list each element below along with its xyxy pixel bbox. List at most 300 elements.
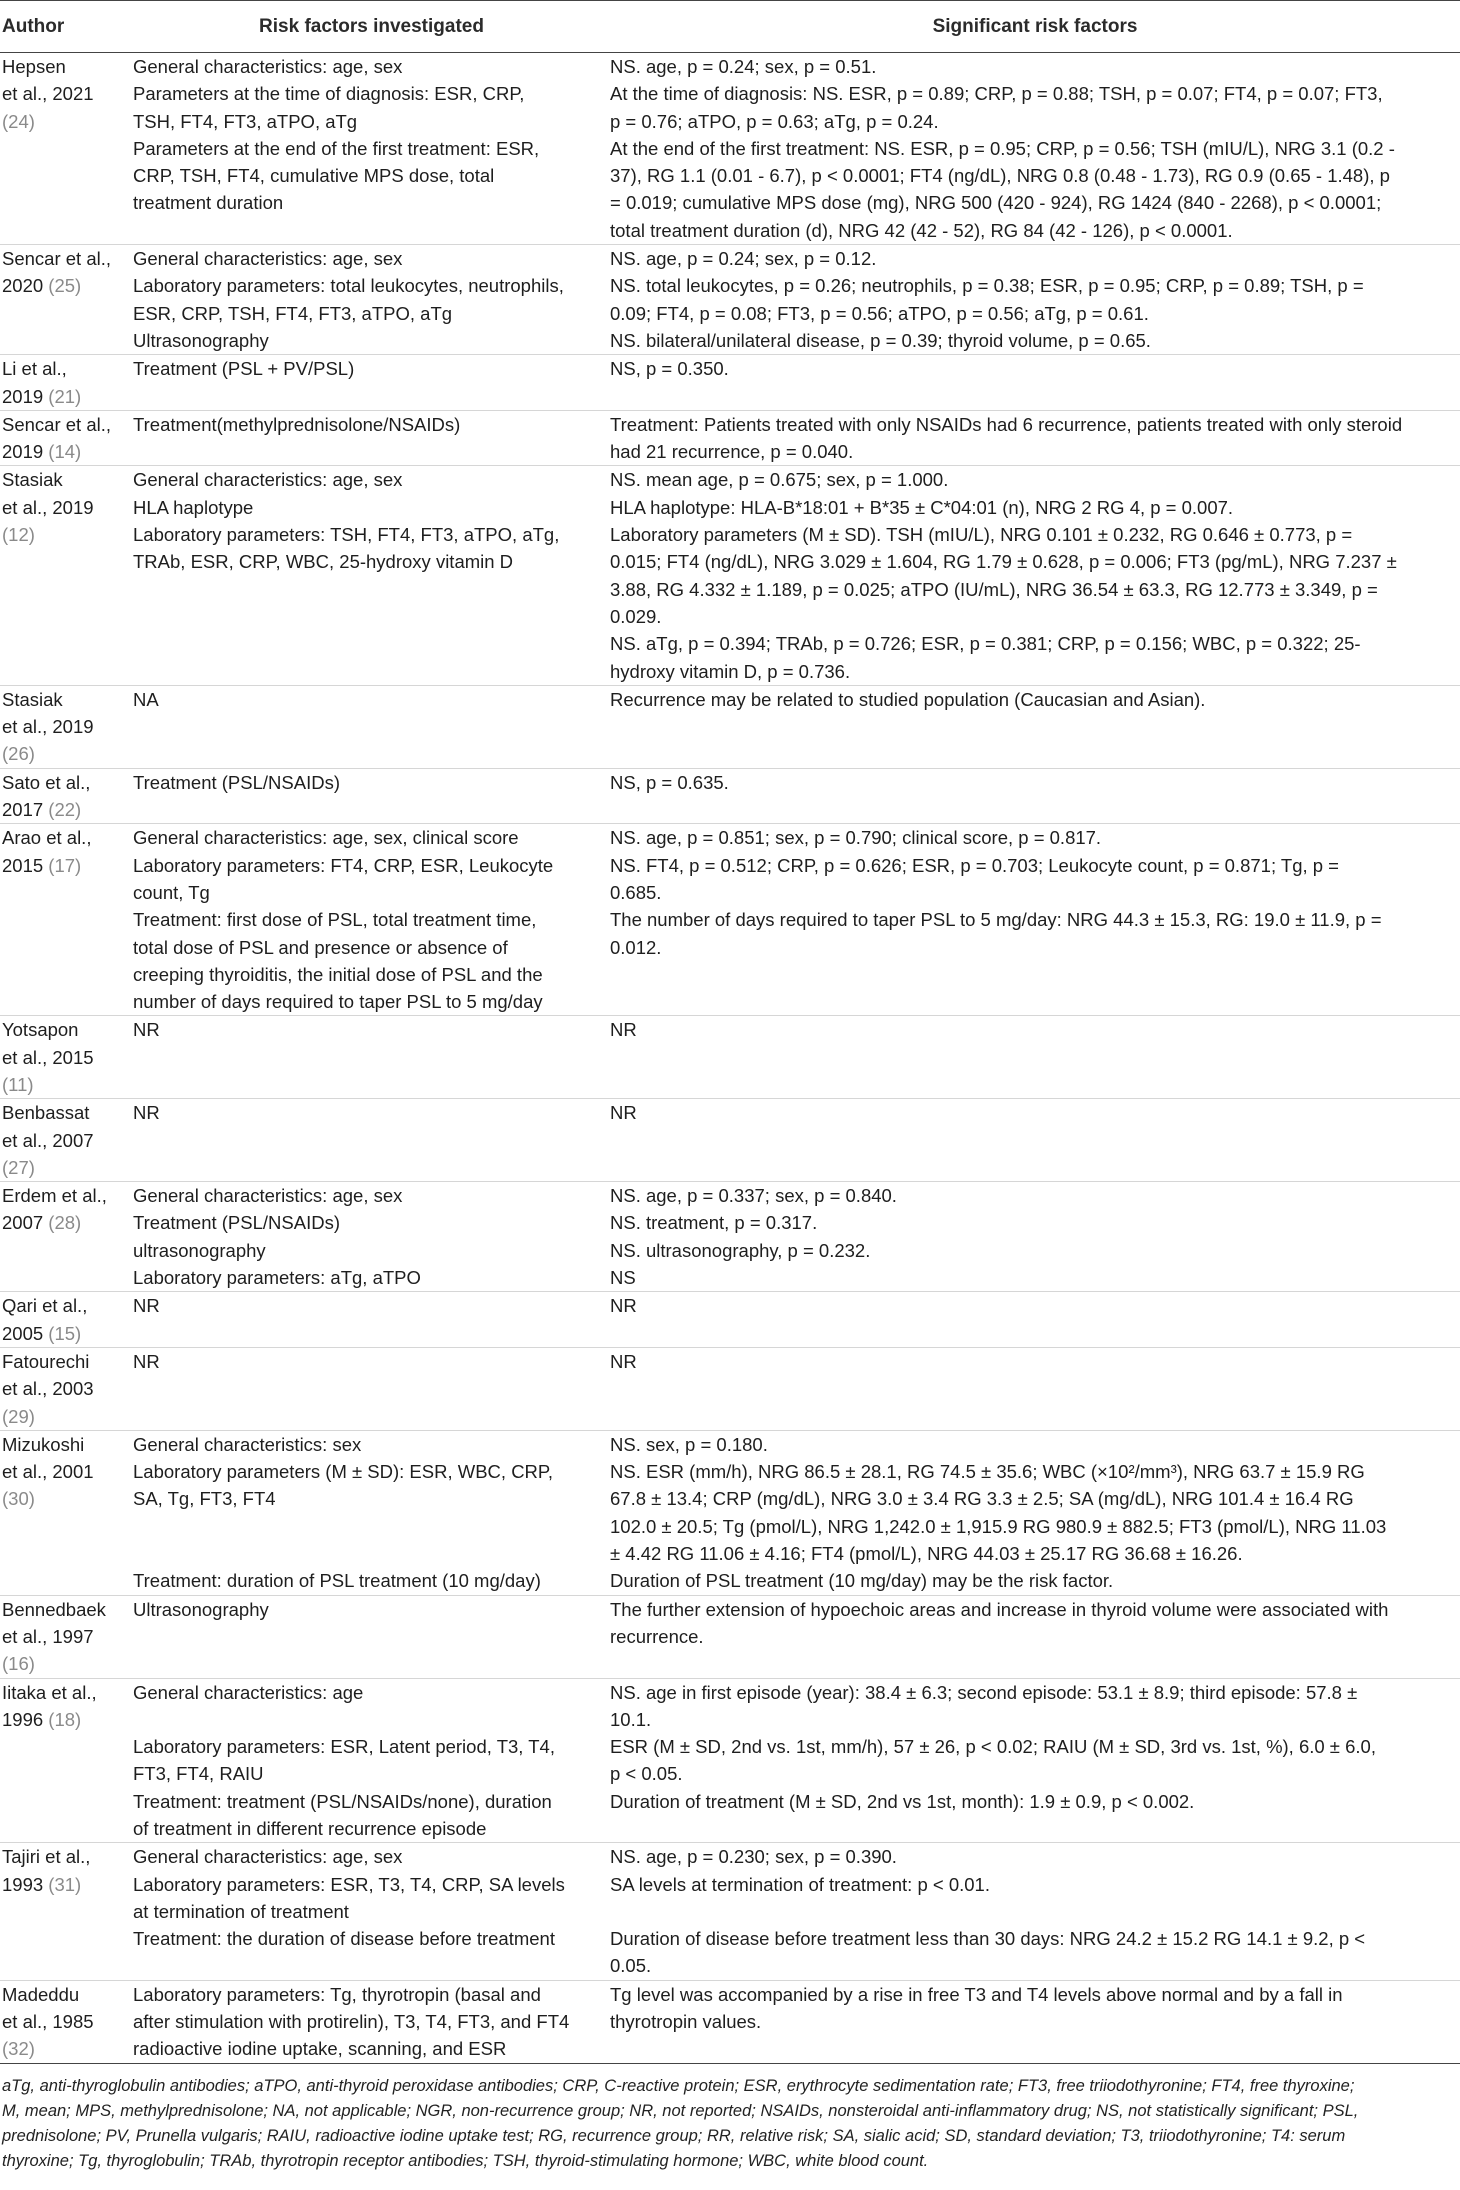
- risk-factor-cell: [133, 272, 610, 327]
- text-line: Laboratory parameters: ESR, T3, T4, CRP, SA levels: [133, 1873, 565, 1895]
- text-line: of treatment in different recurrence episode: [133, 1818, 487, 1839]
- risk-factor-cell: [133, 53, 610, 81]
- table-row: [0, 272, 1460, 327]
- text-line: recurrence.: [610, 1625, 704, 1647]
- author-line: Arao et al.,: [2, 827, 92, 849]
- text-line: Laboratory parameters: aTg, aTPO: [133, 1267, 421, 1289]
- table-row: [0, 1733, 1460, 1788]
- reference-link[interactable]: (14): [48, 441, 82, 463]
- text-line: General characteristics: age: [133, 1681, 364, 1703]
- significant-factor-cell: [610, 1733, 1460, 1788]
- significant-factor-cell: [610, 1843, 1460, 1871]
- text-line: NR: [133, 1295, 160, 1317]
- reference-link[interactable]: (32): [2, 2038, 35, 2060]
- text-line: number of days required to taper PSL to 5 mg/day: [133, 991, 543, 1013]
- author-cell: [0, 355, 133, 411]
- text-line: Parameters at the end of the first treatment: ESR,: [133, 137, 540, 159]
- author-line: et al., 2021: [2, 83, 94, 105]
- author-line: Madeddu: [2, 1983, 80, 2005]
- author-line: Tajiri et al.,: [2, 1846, 91, 1868]
- significant-factor-cell: [610, 53, 1460, 81]
- table-row: [0, 1347, 1460, 1430]
- reference-link[interactable]: (25): [48, 275, 82, 297]
- author-line: et al., 1985: [2, 2011, 94, 2033]
- header-risk-factors: Risk factors investigated: [133, 1, 610, 53]
- significant-factor-cell: [610, 1016, 1460, 1099]
- text-line: NS. age in first episode (year): 38.4 ± 6.3; second episode: 53.1 ± 8.9; third episode: 57.8 ±: [610, 1681, 1358, 1703]
- text-line: Duration of treatment (M ± SD, 2nd vs 1st, month): 1.9 ± 0.9, p < 0.002.: [610, 1790, 1195, 1812]
- text-line: 10.1.: [610, 1708, 652, 1730]
- risk-factor-cell: [133, 1016, 610, 1099]
- risk-factor-cell: [133, 1678, 610, 1733]
- author-cell: [0, 824, 133, 1016]
- author-line: [2, 1403, 129, 1430]
- author-line: [2, 740, 129, 767]
- significant-factor-cell: [610, 1209, 1460, 1236]
- text-line: NS. ESR (mm/h), NRG 86.5 ± 28.1, RG 74.5 ± 35.6; WBC (×10²/mm³), NRG 63.7 ± 15.9 RG: [610, 1461, 1365, 1483]
- text-line: Treatment(methylprednisolone/NSAIDs): [133, 413, 461, 435]
- text-line: Laboratory parameters (M ± SD): ESR, WBC, CRP,: [133, 1461, 554, 1483]
- text-line: total dose of PSL and presence or absence of: [133, 936, 508, 958]
- text-line: had 21 recurrence, p = 0.040.: [610, 441, 854, 463]
- text-line: NS. sex, p = 0.180.: [610, 1433, 768, 1455]
- risk-factor-cell: [133, 1292, 610, 1348]
- text-line: Treatment: Patients treated with only NSAIDs had 6 recurrence, patients treated with only steroid: [610, 413, 1403, 435]
- significant-factor-cell: [610, 685, 1460, 768]
- text-line: General characteristics: age, sex: [133, 248, 403, 270]
- table-row: [0, 1099, 1460, 1182]
- significant-factor-cell: [610, 1788, 1460, 1843]
- risk-factor-cell: [133, 1347, 610, 1430]
- significant-factor-cell: [610, 1347, 1460, 1430]
- text-line: NA: [133, 688, 159, 710]
- risk-factor-cell: [133, 1237, 610, 1264]
- text-line: p = 0.76; aTPO, p = 0.63; aTg, p = 0.24.: [610, 110, 939, 132]
- text-line: Treatment (PSL/NSAIDs): [133, 1212, 340, 1234]
- text-line: FT3, FT4, RAIU: [133, 1763, 264, 1785]
- author-line: 2015 (17): [2, 854, 82, 876]
- text-line: General characteristics: sex: [133, 1433, 362, 1455]
- text-line: The further extension of hypoechoic areas and increase in thyroid volume were associated with: [610, 1598, 1389, 1620]
- footnote-line: M, mean; MPS, methylprednisolone; NA, not applicable; NGR, non-recurrence group; NR, not reported; NSAIDs, nonsteroidal anti-inflammatory drug; NS, not statistically significant; PSL,: [2, 2101, 1359, 2120]
- reference-link[interactable]: (30): [2, 1488, 35, 1510]
- author-line: [2, 1154, 129, 1181]
- author-line: et al., 2015: [2, 1046, 94, 1068]
- table-row: [0, 852, 1460, 907]
- risk-factor-cell: [133, 1430, 610, 1458]
- text-line: Duration of PSL treatment (10 mg/day) may be the risk factor.: [610, 1570, 1114, 1592]
- author-line: [2, 1485, 129, 1512]
- text-line: SA levels at termination of treatment: p < 0.01.: [610, 1873, 990, 1895]
- text-line: NR: [610, 1295, 637, 1317]
- text-line: NS. bilateral/unilateral disease, p = 0.39; thyroid volume, p = 0.65.: [610, 329, 1151, 351]
- text-line: NS. mean age, p = 0.675; sex, p = 1.000.: [610, 469, 949, 491]
- text-line: NS. age, p = 0.337; sex, p = 0.840.: [610, 1185, 897, 1207]
- author-line: et al., 2019: [2, 716, 94, 738]
- significant-factor-cell: [610, 80, 1460, 135]
- text-line: Ultrasonography: [133, 329, 269, 351]
- text-line: Laboratory parameters: ESR, Latent period, T3, T4,: [133, 1736, 555, 1758]
- reference-link[interactable]: (27): [2, 1156, 35, 1178]
- reference-link[interactable]: (17): [48, 854, 82, 876]
- text-line: HLA haplotype: [133, 496, 254, 518]
- author-cell: [0, 768, 133, 824]
- text-line: Treatment: the duration of disease before treatment: [133, 1928, 555, 1950]
- text-line: 0.012.: [610, 936, 662, 958]
- text-line: Tg level was accompanied by a rise in free T3 and T4 levels above normal and by a fall in: [610, 1983, 1343, 2005]
- text-line: NR: [610, 1019, 637, 1041]
- table-row: [0, 1925, 1460, 1980]
- table-row: [0, 1871, 1460, 1926]
- table-row: [0, 1430, 1460, 1458]
- significant-factor-cell: [610, 466, 1460, 494]
- text-line: At the end of the first treatment: NS. ESR, p = 0.95; CRP, p = 0.56; TSH (mIU/L), NRG 3.1 (0.2 -: [610, 137, 1395, 159]
- reference-link[interactable]: (12): [2, 524, 35, 546]
- reference-link[interactable]: (21): [48, 385, 82, 407]
- risk-factor-cell: [133, 768, 610, 824]
- text-line: General characteristics: age, sex: [133, 1185, 403, 1207]
- reference-link[interactable]: (26): [2, 743, 35, 765]
- risk-factor-cell: [133, 466, 610, 494]
- risk-factor-cell: [133, 135, 610, 245]
- text-line: 0.09; FT4, p = 0.08; FT3, p = 0.56; aTPO, p = 0.56; aTg, p = 0.61.: [610, 302, 1149, 324]
- significant-factor-cell: [610, 1980, 1460, 2063]
- significant-factor-cell: [610, 1430, 1460, 1458]
- author-line: 1993 (31): [2, 1873, 82, 1895]
- author-cell: [0, 466, 133, 685]
- text-line: 0.029.: [610, 605, 662, 627]
- author-line: Stasiak: [2, 469, 63, 491]
- table-row: [0, 1980, 1460, 2063]
- risk-factor-cell: [133, 355, 610, 411]
- text-line: ultrasonography: [133, 1239, 266, 1261]
- author-line: 2005 (15): [2, 1322, 82, 1344]
- author-cell: [0, 53, 133, 245]
- text-line: NR: [610, 1102, 637, 1124]
- risk-factor-cell: [133, 1871, 610, 1926]
- text-line: NS. total leukocytes, p = 0.26; neutrophils, p = 0.38; ESR, p = 0.95; CRP, p = 0.89; TSH, p =: [610, 275, 1364, 297]
- header-significant: Significant risk factors: [610, 1, 1460, 53]
- text-line: at termination of treatment: [133, 1900, 349, 1922]
- text-line: Ultrasonography: [133, 1598, 269, 1620]
- table-body: [0, 53, 1460, 2064]
- risk-factor-cell: [133, 1209, 610, 1236]
- reference-link[interactable]: (24): [2, 110, 35, 132]
- text-line: NS, p = 0.635.: [610, 771, 729, 793]
- text-line: hydroxy vitamin D, p = 0.736.: [610, 660, 851, 682]
- significant-factor-cell: [610, 1871, 1460, 1926]
- author-line: [2, 108, 129, 135]
- text-line: radioactive iodine uptake, scanning, and ESR: [133, 2038, 507, 2060]
- text-line: NS. age, p = 0.24; sex, p = 0.12.: [610, 248, 877, 270]
- author-cell: [0, 1843, 133, 1980]
- risk-factor-cell: [133, 1843, 610, 1871]
- significant-factor-cell: [610, 1595, 1460, 1678]
- text-line: 102.0 ± 20.5; Tg (pmol/L), NRG 1,242.0 ± 1,915.9 RG 980.9 ± 882.5; FT3 (pmol/L), NRG 11.03: [610, 1515, 1387, 1537]
- text-line: NS. ultrasonography, p = 0.232.: [610, 1239, 871, 1261]
- table-row: [0, 327, 1460, 355]
- text-line: General characteristics: age, sex: [133, 56, 403, 77]
- author-line: 2019 (21): [2, 385, 82, 407]
- author-line: Iitaka et al.,: [2, 1681, 97, 1703]
- significant-factor-cell: [610, 852, 1460, 907]
- text-line: Laboratory parameters: FT4, CRP, ESR, Leukocyte: [133, 854, 554, 876]
- reference-link[interactable]: (11): [2, 1073, 34, 1095]
- table-row: [0, 1016, 1460, 1099]
- risk-factor-cell: [133, 1595, 610, 1678]
- text-line: count, Tg: [133, 881, 210, 903]
- significant-factor-cell: [610, 1458, 1460, 1567]
- text-line: CRP, TSH, FT4, cumulative MPS dose, total: [133, 165, 495, 187]
- text-line: Duration of disease before treatment less than 30 days: NRG 24.2 ± 15.2 RG 14.1 ± 9.2, p <: [610, 1928, 1366, 1950]
- table-row: [0, 355, 1460, 411]
- text-line: 0.685.: [610, 881, 662, 903]
- risk-factor-cell: [133, 1182, 610, 1210]
- risk-factor-cell: [133, 824, 610, 852]
- text-line: Treatment (PSL + PV/PSL): [133, 358, 355, 380]
- table-row: [0, 685, 1460, 768]
- author-line: Erdem et al.,: [2, 1185, 107, 1207]
- author-line: Sato et al.,: [2, 771, 91, 793]
- risk-factor-cell: [133, 1099, 610, 1182]
- risk-factor-cell: [133, 1925, 610, 1980]
- table-header-row: [0, 1, 1460, 53]
- author-line: 2017 (22): [2, 799, 82, 821]
- author-line: 2007 (28): [2, 1212, 82, 1234]
- author-line: et al., 2007: [2, 1129, 94, 1151]
- risk-factor-cell: [133, 1264, 610, 1292]
- text-line: p < 0.05.: [610, 1763, 683, 1785]
- text-line: NR: [133, 1102, 160, 1124]
- text-line: The number of days required to taper PSL to 5 mg/day: NRG 44.3 ± 15.3, RG: 19.0 ± 11.9, p =: [610, 909, 1382, 931]
- text-line: NR: [133, 1019, 160, 1041]
- author-line: 1996 (18): [2, 1708, 82, 1730]
- author-cell: [0, 1099, 133, 1182]
- risk-factor-cell: [133, 1567, 610, 1595]
- text-line: SA, Tg, FT3, FT4: [133, 1488, 276, 1510]
- significant-factor-cell: [610, 1237, 1460, 1264]
- text-line: NS, p = 0.350.: [610, 358, 729, 380]
- significant-factor-cell: [610, 521, 1460, 685]
- text-line: after stimulation with protirelin), T3, T4, FT3, and FT4: [133, 2011, 570, 2033]
- table-row: [0, 80, 1460, 135]
- text-line: ESR, CRP, TSH, FT4, FT3, aTPO, aTg: [133, 302, 453, 324]
- text-line: TSH, FT4, FT3, aTPO, aTg: [133, 110, 358, 132]
- table-row: [0, 466, 1460, 494]
- table-row: [0, 521, 1460, 685]
- text-line: NS. age, p = 0.230; sex, p = 0.390.: [610, 1846, 897, 1868]
- significant-factor-cell: [610, 1292, 1460, 1348]
- reference-link[interactable]: (31): [48, 1873, 82, 1895]
- risk-factor-cell: [133, 245, 610, 273]
- table-row: [0, 1567, 1460, 1595]
- risk-factor-cell: [133, 1458, 610, 1567]
- reference-link[interactable]: (18): [48, 1708, 82, 1730]
- author-line: et al., 2019: [2, 496, 94, 518]
- text-line: 67.8 ± 13.4; CRP (mg/dL), NRG 3.0 ± 3.4 RG 3.3 ± 2.5; SA (mg/dL), NRG 101.4 ± 16.4 RG: [610, 1488, 1354, 1510]
- risk-factor-cell: [133, 521, 610, 685]
- risk-factor-cell: [133, 685, 610, 768]
- significant-factor-cell: [610, 768, 1460, 824]
- significant-factor-cell: [610, 1925, 1460, 1980]
- author-line: [2, 521, 129, 548]
- author-line: et al., 1997: [2, 1625, 94, 1647]
- risk-factor-cell: [133, 852, 610, 907]
- table-row: [0, 245, 1460, 273]
- text-line: NR: [610, 1350, 637, 1372]
- text-line: NS. age, p = 0.851; sex, p = 0.790; clinical score, p = 0.817.: [610, 827, 1102, 849]
- text-line: creeping thyroiditis, the initial dose of PSL and the: [133, 963, 543, 985]
- author-line: 2019 (14): [2, 441, 82, 463]
- significant-factor-cell: [610, 1264, 1460, 1292]
- text-line: Treatment: treatment (PSL/NSAIDs/none), duration: [133, 1790, 552, 1812]
- text-line: Treatment (PSL/NSAIDs): [133, 771, 340, 793]
- significant-factor-cell: [610, 245, 1460, 273]
- author-line: Stasiak: [2, 688, 63, 710]
- risk-factor-cell: [133, 494, 610, 521]
- footnote-line: prednisolone; PV, Prunella vulgaris; RAIU, radioactive iodine uptake test; RG, recurrence group; RR, relative risk; SA, sialic acid; SD, standard deviation; T3, triiodothyronine; T4: serum: [2, 2126, 1346, 2145]
- text-line: ± 4.42 RG 11.06 ± 4.16; FT4 (pmol/L), NRG 44.03 ± 25.17 RG 36.68 ± 16.26.: [610, 1543, 1243, 1565]
- author-cell: [0, 1347, 133, 1430]
- significant-factor-cell: [610, 824, 1460, 852]
- table-row: [0, 1595, 1460, 1678]
- table-row: [0, 1788, 1460, 1843]
- table-row: [0, 410, 1460, 466]
- significant-factor-cell: [610, 327, 1460, 355]
- significant-factor-cell: [610, 135, 1460, 245]
- author-line: [2, 2035, 129, 2062]
- significant-factor-cell: [610, 1678, 1460, 1733]
- author-cell: [0, 1980, 133, 2063]
- risk-factor-cell: [133, 80, 610, 135]
- text-line: At the time of diagnosis: NS. ESR, p = 0.89; CRP, p = 0.88; TSH, p = 0.07; FT4, p = 0.07; FT3,: [610, 83, 1383, 105]
- significant-factor-cell: [610, 1182, 1460, 1210]
- text-line: TRAb, ESR, CRP, WBC, 25-hydroxy vitamin D: [133, 551, 514, 573]
- text-line: General characteristics: age, sex: [133, 1846, 403, 1868]
- author-line: Mizukoshi: [2, 1433, 85, 1455]
- text-line: NS: [610, 1267, 636, 1289]
- author-cell: [0, 1430, 133, 1595]
- reference-link[interactable]: (22): [48, 799, 82, 821]
- text-line: NS. age, p = 0.24; sex, p = 0.51.: [610, 56, 877, 77]
- author-cell: [0, 1292, 133, 1348]
- text-line: ESR (M ± SD, 2nd vs. 1st, mm/h), 57 ± 26, p < 0.02; RAIU (M ± SD, 3rd vs. 1st, %), 6.0 ± 6.0,: [610, 1736, 1376, 1758]
- author-cell: [0, 1678, 133, 1843]
- table-row: [0, 906, 1460, 1016]
- author-cell: [0, 245, 133, 355]
- text-line: 37), RG 1.1 (0.01 - 6.7), p < 0.0001; FT4 (ng/dL), NRG 0.8 (0.48 - 1.73), RG 0.9 (0.65 - 1.48), p: [610, 165, 1390, 187]
- risk-factor-cell: [133, 327, 610, 355]
- author-line: Benbassat: [2, 1102, 90, 1124]
- author-line: Bennedbaek: [2, 1598, 106, 1620]
- table-row: [0, 1458, 1460, 1567]
- author-line: Fatourechi: [2, 1350, 90, 1372]
- footnote-line: thyroxine; Tg, thyroglobulin; TRAb, thyrotropin receptor antibodies; TSH, thyroid-stimulating hormone; WBC, white blood count.: [2, 2151, 929, 2170]
- table-row: [0, 824, 1460, 852]
- risk-factor-cell: [133, 410, 610, 466]
- risk-factor-cell: [133, 1733, 610, 1788]
- table-row: [0, 1237, 1460, 1264]
- significant-factor-cell: [610, 272, 1460, 327]
- text-line: Laboratory parameters: total leukocytes, neutrophils,: [133, 275, 564, 297]
- reference-link[interactable]: (29): [2, 1405, 35, 1427]
- text-line: Treatment: duration of PSL treatment (10 mg/day): [133, 1570, 541, 1592]
- significant-factor-cell: [610, 355, 1460, 411]
- significant-factor-cell: [610, 410, 1460, 466]
- text-line: Laboratory parameters (M ± SD). TSH (mIU/L), NRG 0.101 ± 0.232, RG 0.646 ± 0.773, p =: [610, 524, 1353, 546]
- author-cell: [0, 1182, 133, 1292]
- table-row: [0, 1209, 1460, 1236]
- text-line: HLA haplotype: HLA-B*18:01 + B*35 ± C*04:01 (n), NRG 2 RG 4, p = 0.007.: [610, 496, 1234, 518]
- author-line: et al., 2001: [2, 1461, 94, 1483]
- text-line: 0.015; FT4 (ng/dL), NRG 3.029 ± 1.604, RG 1.79 ± 0.628, p = 0.006; FT3 (pg/mL), NRG 7.237 ±: [610, 551, 1397, 573]
- author-line: [2, 1071, 129, 1098]
- risk-factor-cell: [133, 1980, 610, 2063]
- text-line: NS. aTg, p = 0.394; TRAb, p = 0.726; ESR, p = 0.381; CRP, p = 0.156; WBC, p = 0.322; 25-: [610, 633, 1361, 655]
- reference-link[interactable]: (28): [48, 1212, 82, 1234]
- table-row: [0, 1678, 1460, 1733]
- author-cell: [0, 1595, 133, 1678]
- text-line: total treatment duration (d), NRG 42 (42 - 52), RG 84 (42 - 126), p < 0.0001.: [610, 219, 1233, 241]
- author-line: Sencar et al.,: [2, 248, 112, 270]
- text-line: General characteristics: age, sex, clinical score: [133, 827, 519, 849]
- author-line: Li et al.,: [2, 358, 67, 380]
- table-row: [0, 1292, 1460, 1348]
- significant-factor-cell: [610, 906, 1460, 1016]
- significant-factor-cell: [610, 494, 1460, 521]
- significant-factor-cell: [610, 1567, 1460, 1595]
- table-row: [0, 1843, 1460, 1871]
- text-line: Laboratory parameters: TSH, FT4, FT3, aTPO, aTg,: [133, 524, 560, 546]
- text-line: 0.05.: [610, 1955, 652, 1977]
- text-line: 3.88, RG 4.332 ± 1.189, p = 0.025; aTPO (IU/mL), NRG 36.54 ± 63.3, RG 12.773 ± 3.349, p =: [610, 578, 1378, 600]
- table-row: [0, 768, 1460, 824]
- author-line: Hepsen: [2, 56, 66, 77]
- risk-factor-cell: [133, 1788, 610, 1843]
- text-line: Recurrence may be related to studied population (Caucasian and Asian).: [610, 688, 1206, 710]
- text-line: NS. FT4, p = 0.512; CRP, p = 0.626; ESR, p = 0.703; Leukocyte count, p = 0.871; Tg, p =: [610, 854, 1339, 876]
- author-cell: [0, 1016, 133, 1099]
- text-line: NR: [133, 1350, 160, 1372]
- author-cell: [0, 685, 133, 768]
- table-footnote: [0, 2064, 1460, 2174]
- text-line: = 0.019; cumulative MPS dose (mg), NRG 500 (420 - 924), RG 1424 (840 - 2268), p < 0.0001;: [610, 192, 1382, 214]
- author-line: [2, 1650, 129, 1677]
- table-row: [0, 135, 1460, 245]
- text-line: General characteristics: age, sex: [133, 469, 403, 491]
- author-line: 2020 (25): [2, 275, 82, 297]
- author-line: et al., 2003: [2, 1378, 94, 1400]
- text-line: treatment duration: [133, 192, 284, 214]
- text-line: thyrotropin values.: [610, 2011, 762, 2033]
- risk-factor-cell: [133, 906, 610, 1016]
- text-line: Treatment: first dose of PSL, total treatment time,: [133, 909, 537, 931]
- table-row: [0, 1182, 1460, 1210]
- text-line: Parameters at the time of diagnosis: ESR, CRP,: [133, 83, 525, 105]
- reference-link[interactable]: (15): [48, 1322, 82, 1344]
- reference-link[interactable]: (16): [2, 1653, 35, 1675]
- author-line: Qari et al.,: [2, 1295, 88, 1317]
- author-cell: [0, 410, 133, 466]
- significant-factor-cell: [610, 1099, 1460, 1182]
- text-line: NS. treatment, p = 0.317.: [610, 1212, 818, 1234]
- header-author: Author: [0, 1, 133, 53]
- author-line: Sencar et al.,: [2, 413, 112, 435]
- text-line: Laboratory parameters: Tg, thyrotropin (basal and: [133, 1983, 541, 2005]
- table-row: [0, 53, 1460, 81]
- footnote-line: aTg, anti-thyroglobulin antibodies; aTPO, anti-thyroid peroxidase antibodies; CRP, C-reactive protein; ESR, erythrocyte sedimentation rate; FT3, free triiodothyronine; FT4, free thyroxine;: [2, 2076, 1355, 2095]
- author-line: Yotsapon: [2, 1019, 79, 1041]
